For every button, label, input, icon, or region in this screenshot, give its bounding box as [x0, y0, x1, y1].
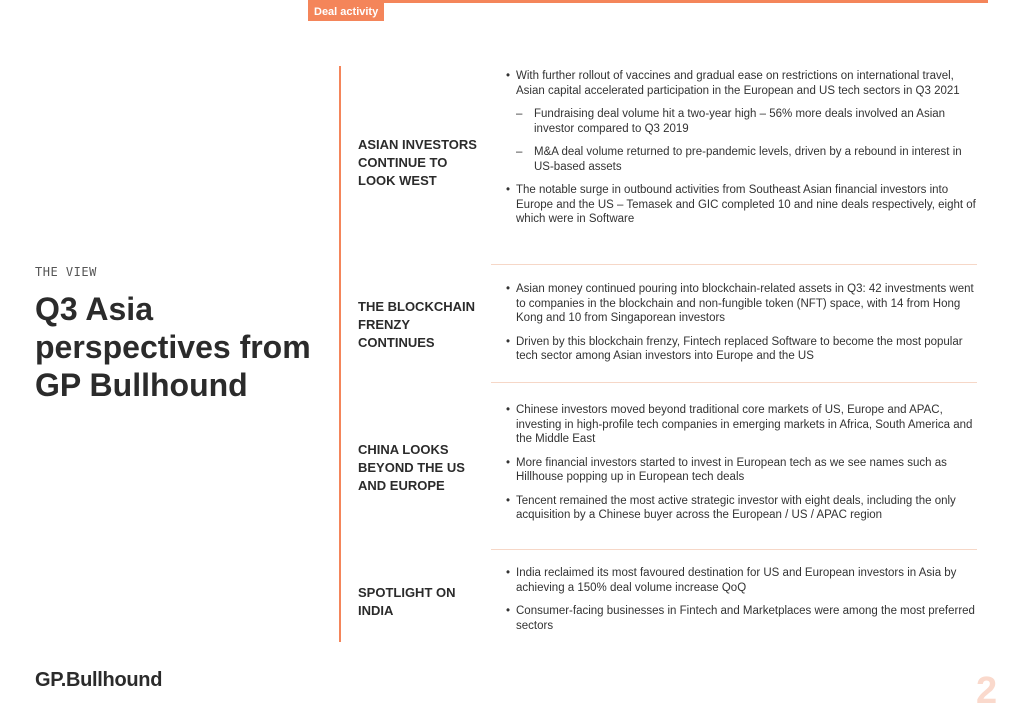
bullet-text: Fundraising deal volume hit a two-year high – 56% more deals involved an Asian investor compared to Q3 2019: [534, 108, 946, 135]
section-blockchain: [341, 266, 988, 383]
bullet-point: [506, 566, 978, 595]
bullet-icon: •: [506, 335, 511, 348]
bullet-icon: •: [506, 605, 511, 617]
section-tag: Deal activity: [308, 3, 384, 21]
section-heading: CHINA LOOKS BEYOND THE US AND EUROPE: [358, 442, 465, 493]
bullet-point: [506, 604, 978, 633]
bullet-icon: •: [506, 184, 511, 196]
bullet-text: Driven by this blockchain frenzy, Fintech replaced Software to become the most popular tech sector among Asian investors into Europe and the US: [516, 335, 963, 362]
section-separator: [491, 264, 977, 265]
bullet-text: More financial investors started to invest in European tech as we see names such as Hillhouse popping up in European tech deals: [516, 456, 947, 483]
bullet-text: With further rollout of vaccines and gradual ease on restrictions on international travel, Asian capital accelerated participation in the European and US tech sectors in Q3 2021: [516, 70, 960, 97]
bullet-point: [506, 282, 978, 326]
dash-icon: –: [516, 146, 523, 158]
page-number: 2: [976, 670, 998, 712]
sub-bullet-point: [506, 107, 978, 136]
section-heading: THE BLOCKCHAIN FRENZY CONTINUES: [358, 299, 475, 350]
bullet-icon: •: [506, 70, 511, 82]
bullet-text: The notable surge in outbound activities from Southeast Asian financial investors into Europe and the US – Temasek and GIC completed 10 and nine deals respectively, eight of which were in Software: [516, 184, 976, 225]
bullet-point: [506, 183, 978, 227]
bullet-text: Asian money continued pouring into blockchain-related assets in Q3: 42 investments went to companies in the blockchain and non-fungible token (NFT) space, with 14 from Hong Kong and 10 from Singaporean investors: [516, 283, 974, 324]
bullet-icon: •: [506, 567, 511, 579]
bullet-text: Consumer-facing businesses in Fintech and Marketplaces were among the most preferred sectors: [516, 605, 975, 632]
section-heading: ASIAN INVESTORS CONTINUE TO LOOK WEST: [358, 137, 477, 188]
bullet-text: Tencent remained the most active strategic investor with eight deals, including the only acquisition by a Chinese buyer across the European / US / APAC region: [516, 494, 956, 521]
page-title: Q3 Asia perspectives from GP Bullhound: [35, 291, 311, 403]
eyebrow-label: THE VIEW: [35, 265, 97, 279]
section-points: [506, 566, 978, 642]
bullet-icon: •: [506, 456, 511, 469]
bullet-icon: •: [506, 404, 511, 416]
bullet-icon: •: [506, 494, 511, 507]
bullet-text: India reclaimed its most favoured destination for US and European investors in Asia by achieving a 150% deal volume increase QoQ: [516, 567, 957, 594]
section-points: [506, 403, 978, 532]
section-asian-investors: [341, 66, 988, 266]
bullet-point: [506, 403, 978, 447]
bullet-point: [506, 69, 978, 98]
bullet-text: Chinese investors moved beyond traditional core markets of US, Europe and APAC, investing in high-profile tech companies in emerging markets in Africa, South America and the Middle East: [516, 404, 973, 445]
dash-icon: –: [516, 108, 523, 120]
bullet-point: [506, 335, 978, 364]
bullet-text: M&A deal volume returned to pre-pandemic levels, driven by a rebound in interest in US-based assets: [534, 146, 962, 173]
sub-bullet-point: [506, 145, 978, 174]
section-points: [506, 282, 978, 373]
section-points: [506, 69, 978, 236]
top-accent-rule: [308, 0, 988, 3]
bullet-point: [506, 494, 978, 523]
company-logo: GP.Bullhound: [35, 669, 163, 691]
section-india: [341, 550, 988, 642]
section-china: [341, 383, 988, 550]
bullet-point: [506, 456, 978, 485]
bullet-icon: •: [506, 283, 511, 295]
section-heading: SPOTLIGHT ON INDIA: [358, 585, 456, 618]
